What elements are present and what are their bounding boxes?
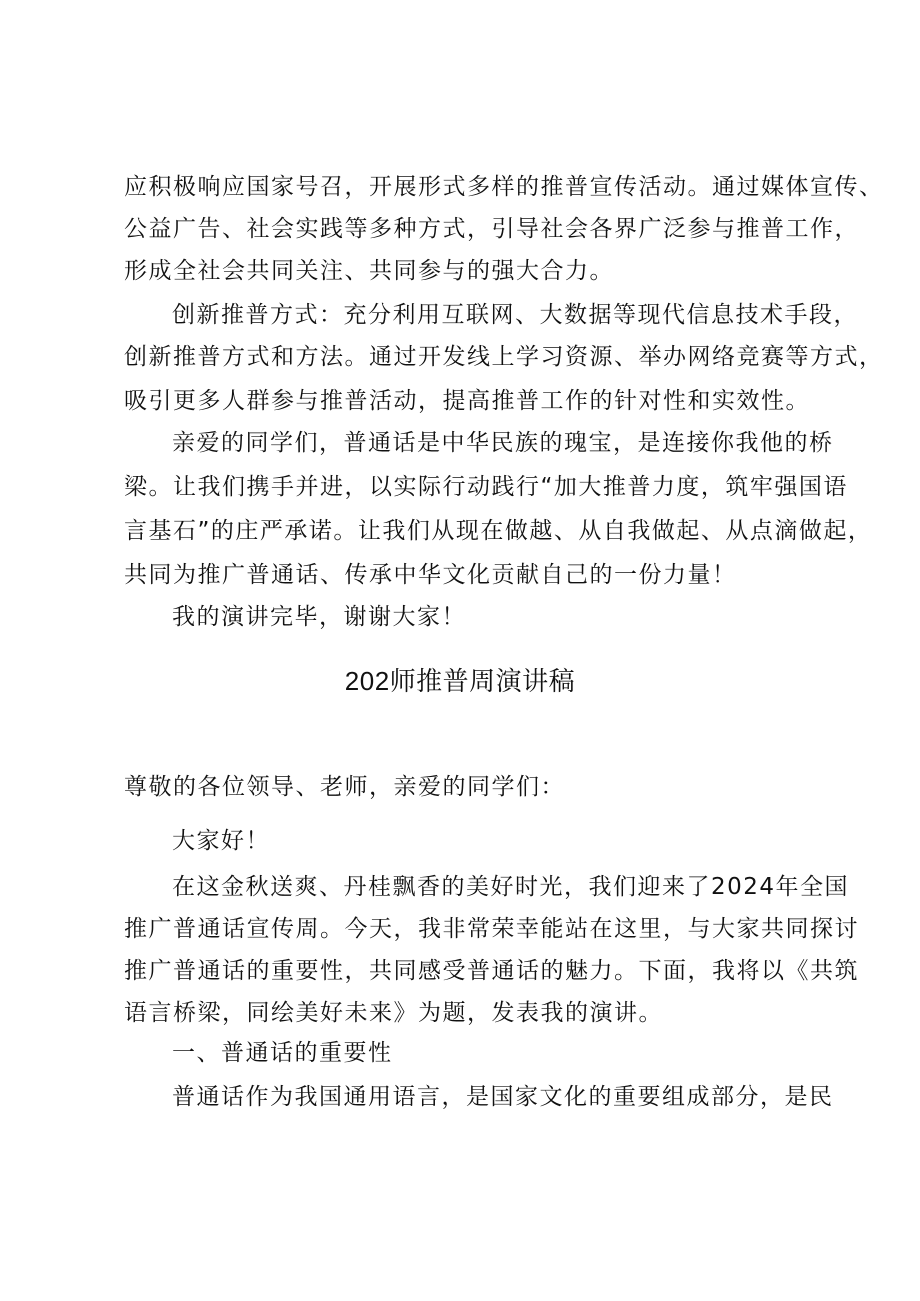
paragraph-line: 公益广告、社会实践等多种方式，引导社会各界广泛参与推普工作， [124, 216, 859, 242]
paragraph-line: 言基石”的庄严承诺。让我们从现在做越、从自我做起、从点滴做起， [124, 518, 873, 544]
paragraph-line: 在这金秋送爽、丹桂飘香的美好时光，我们迎来了2024年全国 [172, 874, 850, 900]
paragraph-line: 我的演讲完毕，谢谢大家！ [172, 604, 466, 630]
paragraph-line: 共同为推广普通话、传承中华文化贡献自己的一份力量！ [124, 562, 737, 588]
subheading-line: 一、普通话的重要性 [172, 1040, 393, 1066]
paragraph-line: 应积极响应国家号召，开展形式多样的推普宣传活动。通过媒体宣传、 [124, 174, 884, 200]
paragraph-line: 创新推普方式和方法。通过开发线上学习资源、举办网络竞赛等方式， [124, 344, 884, 370]
paragraph-line: 语言桥梁，同绘美好未来》为题，发表我的演讲。 [124, 1000, 663, 1026]
paragraph-line: 推广普通话宣传周。今天，我非常荣幸能站在这里，与大家共同探讨 [124, 916, 859, 942]
paragraph-line: 普通话作为我国通用语言，是国家文化的重要组成部分，是民 [172, 1084, 834, 1110]
paragraph-line: 梁。让我们携手并进，以实际行动践行“加大推普力度，筑牢强国语 [124, 474, 848, 500]
greeting-line: 大家好！ [172, 828, 270, 854]
section-title: 202师推普周演讲稿 [344, 666, 576, 696]
paragraph-line: 形成全社会共同关注、共同参与的强大合力。 [124, 258, 614, 284]
paragraph-line: 亲爱的同学们，普通话是中华民族的瑰宝，是连接你我他的桥 [172, 430, 834, 456]
paragraph-line: 推广普通话的重要性，共同感受普通话的魅力。下面，我将以《共筑 [124, 958, 859, 984]
paragraph-line: 创新推普方式：充分利用互联网、大数据等现代信息技术手段， [172, 302, 858, 328]
paragraph-line: 吸引更多人群参与推普活动，提高推普工作的针对性和实效性。 [124, 388, 810, 414]
salutation-line: 尊敬的各位领导、老师，亲爱的同学们： [124, 774, 565, 800]
